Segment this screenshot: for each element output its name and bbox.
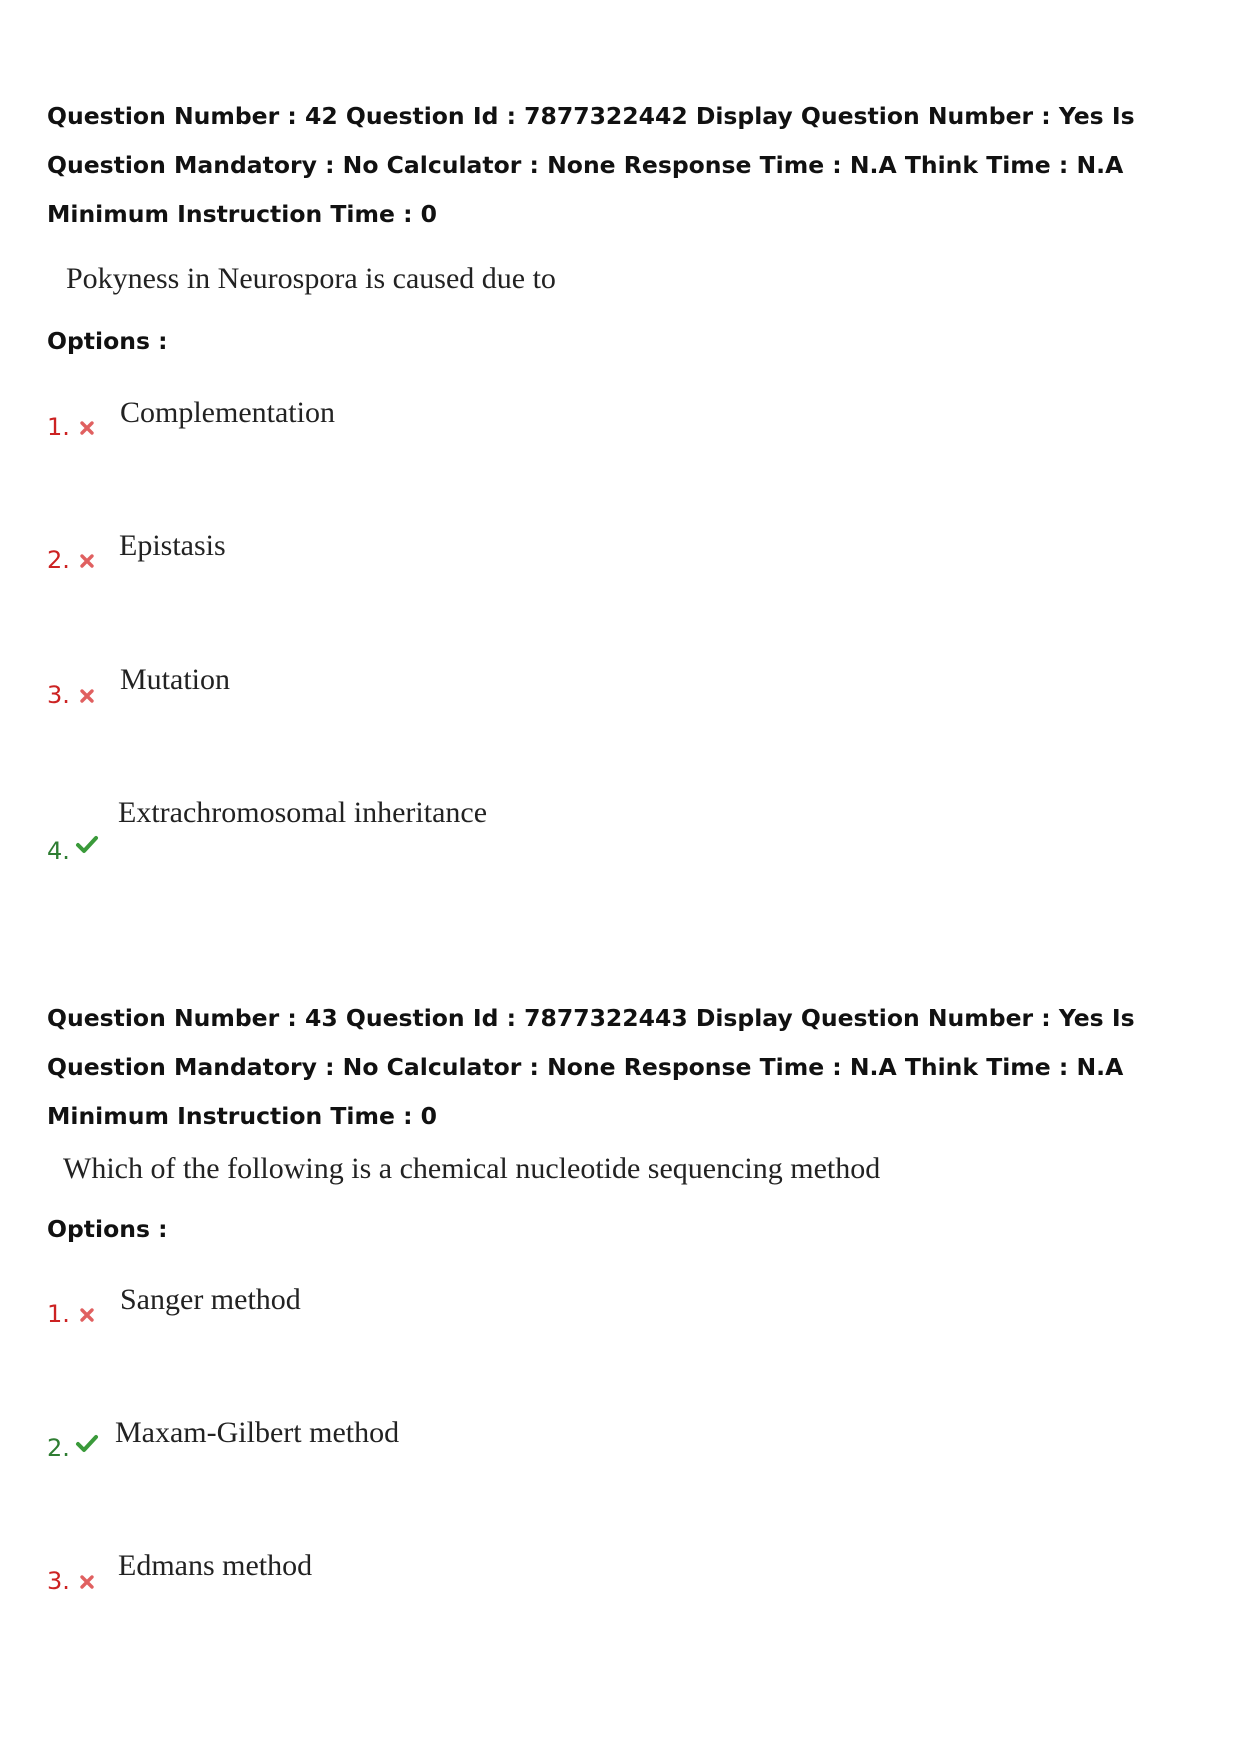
option-1 [47, 398, 747, 458]
question-meta: Question Number : 43 Question Id : 7877322443 Display Question Number : Yes Is Question Mandatory : No Calculator : None Response Time : N.A Think Time : N.A Minimum Instruction Time : 0 [47, 1004, 1135, 1130]
check-icon [75, 834, 99, 856]
option-number: 4. [47, 837, 70, 865]
check-icon [75, 1433, 99, 1455]
question-text: Pokyness in Neurospora is caused due to [66, 262, 556, 295]
cross-icon [79, 1307, 95, 1323]
option-1 [47, 1285, 747, 1345]
option-text: Complementation [120, 396, 335, 429]
option-text: Sanger method [120, 1283, 301, 1316]
option-3 [47, 663, 747, 726]
option-number: 1. [47, 413, 70, 441]
option-text: Maxam-Gilbert method [115, 1416, 400, 1449]
cross-icon [79, 553, 95, 569]
option-number: 2. [47, 546, 70, 574]
cross-icon [79, 420, 95, 436]
option-number: 3. [47, 681, 70, 709]
option-number: 2. [47, 1434, 70, 1462]
option-text: Extrachromosomal inheritance [118, 796, 488, 829]
question-text: Which of the following is a chemical nucleotide sequencing method [63, 1152, 881, 1185]
option-text: Edmans method [118, 1549, 313, 1582]
cross-icon [79, 1574, 95, 1590]
options-label: Options : [47, 1215, 168, 1243]
option-number: 3. [47, 1567, 70, 1595]
cross-icon [79, 688, 95, 704]
option-2 [47, 531, 747, 591]
option-2 [47, 1416, 747, 1479]
options-label: Options : [47, 327, 168, 355]
option-3 [47, 1549, 747, 1612]
question-meta: Question Number : 42 Question Id : 7877322442 Display Question Number : Yes Is Question Mandatory : No Calculator : None Response Time : N.A Think Time : N.A Minimum Instruction Time : 0 [47, 102, 1135, 228]
option-text: Epistasis [119, 529, 226, 562]
option-number: 1. [47, 1300, 70, 1328]
option-4 [47, 796, 747, 865]
option-text: Mutation [120, 663, 230, 696]
